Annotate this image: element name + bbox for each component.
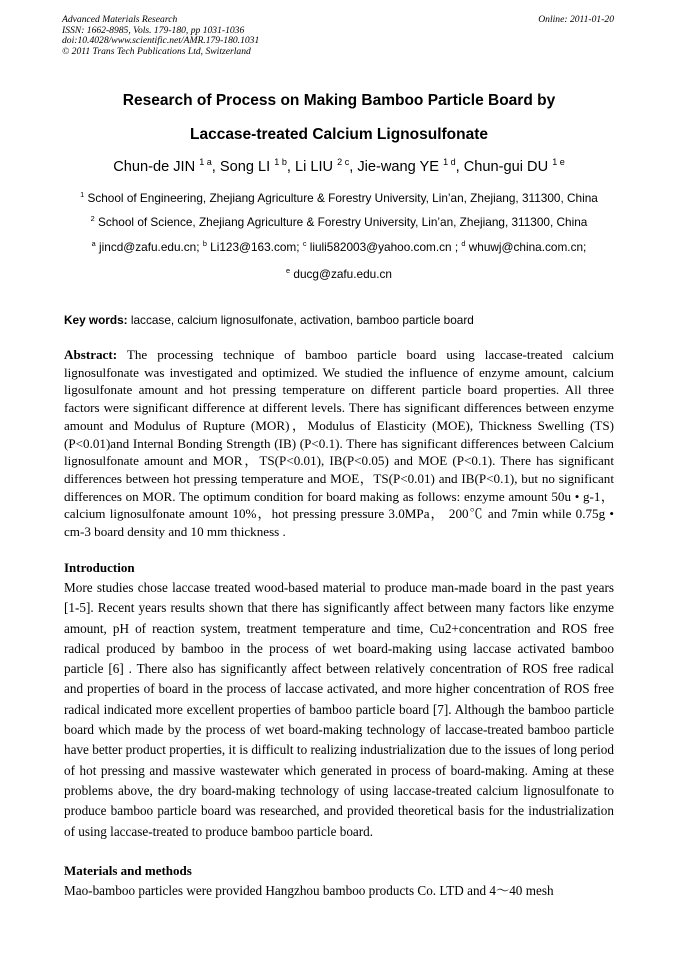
- online-date: Online: 2011-01-20: [538, 14, 614, 25]
- introduction-paragraph: More studies chose laccase treated wood-based material to produce man-made board in the past years [1-5]. Recent years results shown that there has significantly affect between many factors like enzyme amount, pH of reaction system, treatment temperature and time, Cu2+concentration and ROS free radical produced by bamboo in the process of wet board-making using laccase activated bamboo particle [6] . There also has significantly affect between relatively concentration of ROS free radical and properties of board in the process of laccase activated, and more higher concentration of ROS free radical indicated more excellent properties of bamboo particle board [7]. Although the bamboo particle board which made by the process of wet board-making technology of laccase-treated bamboo particle have better product properties, it is difficult to realizing industrialization due to the issues of long period of hot pressing and massive wastewater which generated in process of board-making. Aming at these problems above, the dry board-making technology of using laccase-treated calcium lignosulfonate to produce bamboo particle board was researched, and provided theoretical basis for the industrialization of using laccase-treated to produce bamboo particle board.: [64, 580, 614, 839]
- abstract: [64, 346, 614, 541]
- paper-title-line-2: Laccase-treated Calcium Lignosulfonate: [189, 126, 489, 143]
- email-mark: e: [286, 266, 291, 276]
- journal-name: Advanced Materials Research: [62, 14, 178, 25]
- email-link[interactable]: liuli582003@yahoo.com.cn ;: [309, 240, 459, 254]
- affiliation-text: School of Engineering, Zhejiang Agriculture & Forestry University, Lin’an, Zhejiang, 311300, China: [87, 191, 598, 205]
- materials-paragraph: Mao-bamboo particles were provided Hangzhou bamboo products Co. LTD and 4～40 mesh: [64, 883, 554, 898]
- affiliation-text: School of Science, Zhejiang Agriculture & Forestry University, Lin’an, Zhejiang, 311300, China: [97, 215, 588, 229]
- keywords: [64, 313, 474, 327]
- author-email-last: [30, 267, 648, 281]
- email-link[interactable]: Li123@163.com;: [210, 240, 300, 254]
- journal-issn: ISSN: 1662-8985, Vols. 179-180, pp 1031-1036: [62, 24, 245, 36]
- journal-copyright: © 2011 Trans Tech Publications Ltd, Switzerland: [62, 45, 251, 57]
- author-name: Jie-wang YE: [357, 159, 440, 175]
- affiliation-mark: 1: [80, 190, 85, 200]
- email-link[interactable]: jincd@zafu.edu.cn;: [99, 240, 200, 254]
- keywords-text: laccase, calcium lignosulfonate, activation, bamboo particle board: [130, 313, 474, 327]
- journal-header: [62, 15, 482, 57]
- author-name: Chun-de JIN: [113, 159, 196, 175]
- affiliation-1: [30, 191, 648, 205]
- author-affiliation-mark: 1 e: [552, 157, 565, 168]
- email-mark: b: [202, 239, 207, 249]
- journal-doi: doi:10.4028/www.scientific.net/AMR.179-180.1031: [62, 35, 260, 47]
- introduction-heading: Introduction: [64, 560, 135, 575]
- materials-heading: Materials and methods: [64, 863, 192, 878]
- author-name: Li LIU: [294, 159, 334, 175]
- author-emails: [30, 240, 648, 254]
- author-affiliation-mark: 2 c: [337, 157, 350, 168]
- email-mark: c: [302, 239, 307, 249]
- email-link[interactable]: ducg@zafu.edu.cn: [293, 267, 392, 281]
- affiliation-2: [30, 215, 648, 229]
- paper-title-line-1: Research of Process on Making Bamboo Particle Board by: [122, 92, 556, 109]
- author-affiliation-mark: 1 d: [443, 157, 456, 168]
- abstract-text: The processing technique of bamboo particle board using laccase-treated calcium lignosulfonate was investigated and optimized. We studied the influence of enzyme amount, calcium ligosulfonate amount and hot pressing temperature on different particle board properties. All three factors were significant difference at different levels. There has significant differences between enzyme amount and Modulus of Rupture (MOR)，Modulus of Elasticity (MOE), Thickness Swelling (TS) (P<0.01)and Internal Bonding Strength (IB) (P<0.1). There has significant differences between Calcium lignosulfonate amount and MOR，TS(P<0.01), IB(P<0.05) and MOE (P<0.1). There has significant differences between hot pressing temperature and MOE，TS(P<0.01) and IB(P<0.1), but no significant differences on MOR. The optimum condition for board making as follows: enzyme amount 50u • g-1，calcium lignosulfonate amount 10%，hot pressing pressure 3.0MPa， 200℃ and 7min while 0.75g • cm-3 board density and 10 mm thickness .: [64, 347, 614, 540]
- email-mark: a: [91, 239, 96, 249]
- email-mark: d: [461, 239, 466, 249]
- author-list: Chun-de JIN $^{1 a}$, Song LI $^{1 b}$, Li LIU $^{2 c}$, Jie-wang YE $^{1 d}$, Chun-gui DU $^{1 e}$: [113, 157, 565, 175]
- affiliation-mark: 2: [90, 214, 95, 224]
- keywords-label: Key words:: [64, 313, 128, 327]
- author-affiliation-mark: 1 a: [199, 157, 212, 168]
- abstract-label: Abstract:: [64, 347, 118, 362]
- author-name: Chun-gui DU: [463, 159, 549, 175]
- author-name: Song LI: [219, 159, 271, 175]
- email-link[interactable]: whuwj@china.com.cn;: [468, 240, 587, 254]
- author-affiliation-mark: 1 b: [274, 157, 287, 168]
